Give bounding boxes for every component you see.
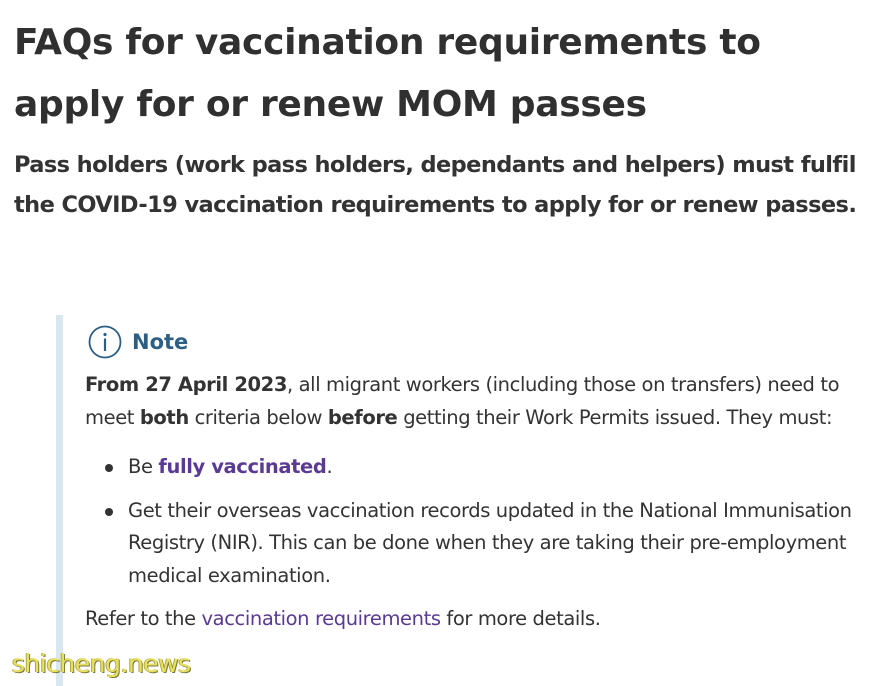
note-intro-before: before xyxy=(327,405,398,429)
list-item xyxy=(85,451,875,484)
note-intro-text-2: criteria below xyxy=(188,405,328,429)
note-accent-bar xyxy=(56,315,63,686)
refer-prefix: Refer to the xyxy=(85,607,202,630)
page-title: FAQs for vaccination requirements to apply for or renew MOM passes xyxy=(14,22,761,125)
note-intro-text-1: , all migrant workers (including those on transfers) need to meet xyxy=(85,373,840,429)
note-header xyxy=(88,325,188,359)
note-intro xyxy=(85,369,875,434)
note-title: Note xyxy=(132,330,189,354)
watermark: shicheng.news xyxy=(12,649,191,678)
page-lede: Pass holders (work pass holders, dependants and helpers) must fulfil the COVID-19 vaccination requirements to apply for or renew passes. xyxy=(14,152,857,218)
fully-vaccinated-link[interactable]: fully vaccinated xyxy=(158,455,327,478)
requirements-list xyxy=(85,451,875,592)
refer-line xyxy=(85,603,875,636)
note-callout xyxy=(56,315,885,686)
info-icon xyxy=(88,325,122,359)
vaccination-requirements-link[interactable]: vaccination requirements xyxy=(201,607,441,630)
bullet-dot xyxy=(105,464,113,472)
note-intro-date: From 27 April 2023 xyxy=(85,373,288,396)
note-intro-text-3: getting their Work Permits issued. They must: xyxy=(397,405,833,429)
refer-suffix: for more details. xyxy=(440,607,601,630)
list-item-prefix: Be xyxy=(128,455,159,478)
note-intro-both: both xyxy=(139,405,189,429)
list-item-text: Get their overseas vaccination records updated in the National Immunisation Registry (NIR). This can be done when they are taking their pre-employment medical examination. xyxy=(128,498,852,587)
list-item-suffix: . xyxy=(326,455,333,478)
bullet-dot xyxy=(105,508,113,516)
list-item xyxy=(85,495,875,593)
note-body xyxy=(85,369,875,636)
